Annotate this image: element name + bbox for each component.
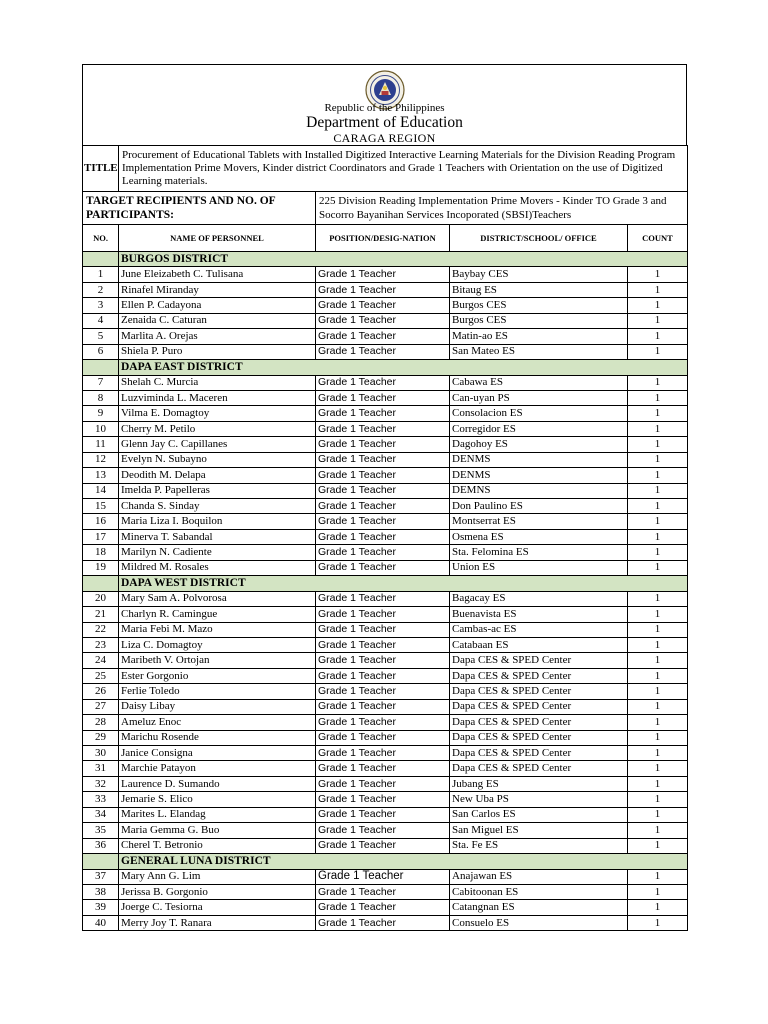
personnel-name: Ellen P. Cadayona <box>119 298 316 313</box>
table-row <box>83 483 688 498</box>
row-count: 1 <box>628 437 688 452</box>
row-count: 1 <box>628 637 688 652</box>
district-school-office: Anajawan ES <box>450 869 628 884</box>
row-count: 1 <box>628 684 688 699</box>
personnel-name: Minerva T. Sabandal <box>119 529 316 544</box>
district-name: DAPA EAST DISTRICT <box>119 360 688 375</box>
position-designation: Grade 1 Teacher <box>316 653 450 668</box>
personnel-name: Imelda P. Papelleras <box>119 483 316 498</box>
col-header-name: NAME OF PERSONNEL <box>119 225 316 252</box>
row-number: 27 <box>83 699 119 714</box>
row-count: 1 <box>628 668 688 683</box>
district-school-office: Bagacay ES <box>450 591 628 606</box>
district-school-office: Can-uyan PS <box>450 390 628 405</box>
row-number: 39 <box>83 900 119 915</box>
row-number: 30 <box>83 746 119 761</box>
table-row <box>83 637 688 652</box>
table-row <box>83 653 688 668</box>
table-row <box>83 313 688 328</box>
personnel-name: Cherry M. Petilo <box>119 421 316 436</box>
row-count: 1 <box>628 792 688 807</box>
personnel-name: Ameluz Enoc <box>119 715 316 730</box>
position-designation: Grade 1 Teacher <box>316 591 450 606</box>
personnel-name: Shiela P. Puro <box>119 344 316 359</box>
row-count: 1 <box>628 776 688 791</box>
title-label: TITLE <box>83 146 119 192</box>
row-number: 28 <box>83 715 119 730</box>
row-count: 1 <box>628 468 688 483</box>
position-designation: Grade 1 Teacher <box>316 869 450 884</box>
row-count: 1 <box>628 529 688 544</box>
personnel-name: Mary Sam A. Polvorosa <box>119 591 316 606</box>
row-count: 1 <box>628 483 688 498</box>
personnel-name: Evelyn N. Subayno <box>119 452 316 467</box>
personnel-name: Maria Liza I. Boquilon <box>119 514 316 529</box>
personnel-name: Maria Febi M. Mazo <box>119 622 316 637</box>
row-number: 36 <box>83 838 119 853</box>
table-row <box>83 607 688 622</box>
table-row <box>83 406 688 421</box>
row-number: 22 <box>83 622 119 637</box>
position-designation: Grade 1 Teacher <box>316 375 450 390</box>
district-school-office: DENMS <box>450 468 628 483</box>
position-designation: Grade 1 Teacher <box>316 452 450 467</box>
row-number: 10 <box>83 421 119 436</box>
district-row <box>83 252 688 267</box>
row-number: 1 <box>83 267 119 282</box>
district-school-office: Consuelo ES <box>450 915 628 930</box>
position-designation: Grade 1 Teacher <box>316 545 450 560</box>
district-school-office: Dapa CES & SPED Center <box>450 761 628 776</box>
row-count: 1 <box>628 390 688 405</box>
row-number: 7 <box>83 375 119 390</box>
row-number: 18 <box>83 545 119 560</box>
row-number: 8 <box>83 390 119 405</box>
position-designation: Grade 1 Teacher <box>316 406 450 421</box>
row-number: 17 <box>83 529 119 544</box>
row-count: 1 <box>628 622 688 637</box>
position-designation: Grade 1 Teacher <box>316 282 450 297</box>
personnel-name: Maribeth V. Ortojan <box>119 653 316 668</box>
position-designation: Grade 1 Teacher <box>316 684 450 699</box>
district-school-office: Dapa CES & SPED Center <box>450 730 628 745</box>
personnel-name: Zenaida C. Caturan <box>119 313 316 328</box>
col-header-no: NO. <box>83 225 119 252</box>
table-row <box>83 622 688 637</box>
row-number: 23 <box>83 637 119 652</box>
document-sheet <box>82 64 687 931</box>
row-count: 1 <box>628 282 688 297</box>
table-row <box>83 776 688 791</box>
row-count: 1 <box>628 761 688 776</box>
position-designation: Grade 1 Teacher <box>316 390 450 405</box>
row-count: 1 <box>628 699 688 714</box>
header-republic: Republic of the Philippines <box>324 102 445 114</box>
row-count: 1 <box>628 746 688 761</box>
row-count: 1 <box>628 591 688 606</box>
row-number: 21 <box>83 607 119 622</box>
row-count: 1 <box>628 915 688 930</box>
row-count: 1 <box>628 715 688 730</box>
district-school-office: Buenavista ES <box>450 607 628 622</box>
row-number: 24 <box>83 653 119 668</box>
position-designation: Grade 1 Teacher <box>316 746 450 761</box>
district-spacer-cell <box>83 360 119 375</box>
row-count: 1 <box>628 375 688 390</box>
row-count: 1 <box>628 900 688 915</box>
position-designation: Grade 1 Teacher <box>316 761 450 776</box>
position-designation: Grade 1 Teacher <box>316 483 450 498</box>
district-spacer-cell <box>83 252 119 267</box>
table-row <box>83 344 688 359</box>
district-school-office: Baybay CES <box>450 267 628 282</box>
district-school-office: Sta. Felomina ES <box>450 545 628 560</box>
personnel-name: Jemarie S. Elico <box>119 792 316 807</box>
district-school-office: Dapa CES & SPED Center <box>450 746 628 761</box>
district-school-office: Consolacion ES <box>450 406 628 421</box>
personnel-name: Joerge C. Tesiorna <box>119 900 316 915</box>
row-number: 14 <box>83 483 119 498</box>
table-row <box>83 915 688 930</box>
district-school-office: Dapa CES & SPED Center <box>450 699 628 714</box>
district-school-office: Dagohoy ES <box>450 437 628 452</box>
position-designation: Grade 1 Teacher <box>316 900 450 915</box>
district-school-office: Catabaan ES <box>450 637 628 652</box>
district-school-office: Union ES <box>450 560 628 575</box>
table-row <box>83 514 688 529</box>
district-school-office: Catangnan ES <box>450 900 628 915</box>
table-row <box>83 282 688 297</box>
personnel-name: Rinafel Miranday <box>119 282 316 297</box>
position-designation: Grade 1 Teacher <box>316 807 450 822</box>
row-count: 1 <box>628 730 688 745</box>
district-school-office: New Uba PS <box>450 792 628 807</box>
letterhead <box>82 64 687 145</box>
row-count: 1 <box>628 884 688 899</box>
row-number: 26 <box>83 684 119 699</box>
district-school-office: Burgos CES <box>450 298 628 313</box>
column-header-row <box>83 225 688 252</box>
row-count: 1 <box>628 329 688 344</box>
table-row <box>83 545 688 560</box>
target-label: TARGET RECIPIENTS AND NO. OF PARTICIPANTS: <box>83 192 316 225</box>
row-count: 1 <box>628 823 688 838</box>
position-designation: Grade 1 Teacher <box>316 499 450 514</box>
personnel-name: Daisy Libay <box>119 699 316 714</box>
title-row <box>83 146 688 192</box>
district-school-office: San Carlos ES <box>450 807 628 822</box>
row-number: 4 <box>83 313 119 328</box>
personnel-name: Luzviminda L. Maceren <box>119 390 316 405</box>
row-number: 33 <box>83 792 119 807</box>
district-school-office: San Mateo ES <box>450 344 628 359</box>
table-row <box>83 529 688 544</box>
position-designation: Grade 1 Teacher <box>316 699 450 714</box>
personnel-name: Charlyn R. Camingue <box>119 607 316 622</box>
row-number: 37 <box>83 869 119 884</box>
position-designation: Grade 1 Teacher <box>316 637 450 652</box>
position-designation: Grade 1 Teacher <box>316 776 450 791</box>
table-row <box>83 823 688 838</box>
position-designation: Grade 1 Teacher <box>316 607 450 622</box>
district-school-office: Burgos CES <box>450 313 628 328</box>
district-school-office: Dapa CES & SPED Center <box>450 715 628 730</box>
row-number: 35 <box>83 823 119 838</box>
personnel-name: Ester Gorgonio <box>119 668 316 683</box>
table-row <box>83 761 688 776</box>
position-designation: Grade 1 Teacher <box>316 622 450 637</box>
table-row <box>83 375 688 390</box>
position-designation: Grade 1 Teacher <box>316 668 450 683</box>
row-number: 20 <box>83 591 119 606</box>
row-count: 1 <box>628 653 688 668</box>
row-number: 32 <box>83 776 119 791</box>
personnel-name: Marlita A. Orejas <box>119 329 316 344</box>
table-row <box>83 730 688 745</box>
personnel-name: Mildred M. Rosales <box>119 560 316 575</box>
district-row <box>83 854 688 869</box>
district-school-office: Montserrat ES <box>450 514 628 529</box>
district-row <box>83 576 688 591</box>
row-number: 9 <box>83 406 119 421</box>
table-row <box>83 452 688 467</box>
district-name: GENERAL LUNA DISTRICT <box>119 854 688 869</box>
table-row <box>83 437 688 452</box>
position-designation: Grade 1 Teacher <box>316 715 450 730</box>
row-count: 1 <box>628 344 688 359</box>
row-count: 1 <box>628 838 688 853</box>
row-number: 3 <box>83 298 119 313</box>
participants-table <box>82 145 688 931</box>
table-row <box>83 869 688 884</box>
district-school-office: Dapa CES & SPED Center <box>450 668 628 683</box>
col-header-count: COUNT <box>628 225 688 252</box>
row-number: 6 <box>83 344 119 359</box>
district-school-office: Osmena ES <box>450 529 628 544</box>
personnel-name: Marichu Rosende <box>119 730 316 745</box>
position-designation: Grade 1 Teacher <box>316 838 450 853</box>
district-school-office: Cabawa ES <box>450 375 628 390</box>
position-designation: Grade 1 Teacher <box>316 915 450 930</box>
personnel-name: Ferlie Toledo <box>119 684 316 699</box>
district-spacer-cell <box>83 576 119 591</box>
col-header-district: DISTRICT/SCHOOL/ OFFICE <box>450 225 628 252</box>
row-count: 1 <box>628 807 688 822</box>
row-count: 1 <box>628 607 688 622</box>
district-row <box>83 360 688 375</box>
personnel-name: June Eleizabeth C. Tulisana <box>119 267 316 282</box>
table-row <box>83 838 688 853</box>
row-count: 1 <box>628 313 688 328</box>
table-row <box>83 900 688 915</box>
table-row <box>83 329 688 344</box>
position-designation: Grade 1 Teacher <box>316 730 450 745</box>
district-school-office: Jubang ES <box>450 776 628 791</box>
row-number: 11 <box>83 437 119 452</box>
district-school-office: Sta. Fe ES <box>450 838 628 853</box>
personnel-name: Mary Ann G. Lim <box>119 869 316 884</box>
table-row <box>83 884 688 899</box>
table-row <box>83 591 688 606</box>
personnel-name: Deodith M. Delapa <box>119 468 316 483</box>
position-designation: Grade 1 Teacher <box>316 344 450 359</box>
personnel-name: Marchie Patayon <box>119 761 316 776</box>
row-count: 1 <box>628 267 688 282</box>
table-row <box>83 298 688 313</box>
personnel-name: Marites L. Elandag <box>119 807 316 822</box>
district-school-office: Matin-ao ES <box>450 329 628 344</box>
row-number: 38 <box>83 884 119 899</box>
personnel-name: Chanda S. Sinday <box>119 499 316 514</box>
position-designation: Grade 1 Teacher <box>316 792 450 807</box>
row-count: 1 <box>628 298 688 313</box>
row-count: 1 <box>628 560 688 575</box>
district-school-office: Dapa CES & SPED Center <box>450 684 628 699</box>
table-row <box>83 468 688 483</box>
position-designation: Grade 1 Teacher <box>316 298 450 313</box>
table-row <box>83 267 688 282</box>
title-text: Procurement of Educational Tablets with Installed Digitized Interactive Learning Materials for the Division Reading Program Implementation Prime Movers, Kinder district Coordinators and Grade 1 Teachers with Orientation on the use of Digitized Learning materials. <box>119 146 688 192</box>
table-row <box>83 499 688 514</box>
position-designation: Grade 1 Teacher <box>316 884 450 899</box>
district-school-office: San Miguel ES <box>450 823 628 838</box>
personnel-name: Liza C. Domagtoy <box>119 637 316 652</box>
personnel-name: Laurence D. Sumando <box>119 776 316 791</box>
position-designation: Grade 1 Teacher <box>316 514 450 529</box>
table-row <box>83 715 688 730</box>
row-number: 2 <box>83 282 119 297</box>
row-count: 1 <box>628 545 688 560</box>
table-row <box>83 699 688 714</box>
row-count: 1 <box>628 869 688 884</box>
position-designation: Grade 1 Teacher <box>316 823 450 838</box>
position-designation: Grade 1 Teacher <box>316 560 450 575</box>
row-count: 1 <box>628 452 688 467</box>
target-row <box>83 192 688 225</box>
position-designation: Grade 1 Teacher <box>316 313 450 328</box>
row-number: 34 <box>83 807 119 822</box>
district-school-office: Cambas-ac ES <box>450 622 628 637</box>
position-designation: Grade 1 Teacher <box>316 468 450 483</box>
position-designation: Grade 1 Teacher <box>316 437 450 452</box>
personnel-name: Cherel T. Betronio <box>119 838 316 853</box>
table-row <box>83 684 688 699</box>
district-name: BURGOS DISTRICT <box>119 252 688 267</box>
row-number: 31 <box>83 761 119 776</box>
row-count: 1 <box>628 421 688 436</box>
personnel-name: Jerissa B. Gorgonio <box>119 884 316 899</box>
district-school-office: Don Paulino ES <box>450 499 628 514</box>
col-header-position: POSITION/DESIG-NATION <box>316 225 450 252</box>
table-row <box>83 390 688 405</box>
row-number: 13 <box>83 468 119 483</box>
personnel-name: Merry Joy T. Ranara <box>119 915 316 930</box>
row-number: 16 <box>83 514 119 529</box>
row-number: 29 <box>83 730 119 745</box>
district-school-office: Dapa CES & SPED Center <box>450 653 628 668</box>
table-row <box>83 421 688 436</box>
personnel-name: Maria Gemma G. Buo <box>119 823 316 838</box>
district-spacer-cell <box>83 854 119 869</box>
position-designation: Grade 1 Teacher <box>316 421 450 436</box>
table-row <box>83 746 688 761</box>
district-school-office: Corregidor ES <box>450 421 628 436</box>
personnel-name: Marilyn N. Cadiente <box>119 545 316 560</box>
row-number: 12 <box>83 452 119 467</box>
header-department: Department of Education <box>306 114 463 131</box>
target-text: 225 Division Reading Implementation Prime Movers - Kinder TO Grade 3 and Socorro Bayanihan Services Incoporated (SBSI)Teachers <box>316 192 688 225</box>
table-row <box>83 668 688 683</box>
row-count: 1 <box>628 406 688 421</box>
row-number: 25 <box>83 668 119 683</box>
header-region: CARAGA REGION <box>333 131 436 145</box>
row-number: 5 <box>83 329 119 344</box>
position-designation: Grade 1 Teacher <box>316 529 450 544</box>
district-name: DAPA WEST DISTRICT <box>119 576 688 591</box>
position-designation: Grade 1 Teacher <box>316 267 450 282</box>
row-count: 1 <box>628 499 688 514</box>
table-row <box>83 792 688 807</box>
district-school-office: DEMNS <box>450 483 628 498</box>
personnel-name: Glenn Jay C. Capillanes <box>119 437 316 452</box>
table-row <box>83 560 688 575</box>
table-row <box>83 807 688 822</box>
personnel-name: Shelah C. Murcia <box>119 375 316 390</box>
district-school-office: DENMS <box>450 452 628 467</box>
district-school-office: Bitaug ES <box>450 282 628 297</box>
position-designation: Grade 1 Teacher <box>316 329 450 344</box>
row-count: 1 <box>628 514 688 529</box>
row-number: 40 <box>83 915 119 930</box>
personnel-name: Janice Consigna <box>119 746 316 761</box>
row-number: 19 <box>83 560 119 575</box>
district-school-office: Cabitoonan ES <box>450 884 628 899</box>
row-number: 15 <box>83 499 119 514</box>
personnel-name: Vilma E. Domagtoy <box>119 406 316 421</box>
